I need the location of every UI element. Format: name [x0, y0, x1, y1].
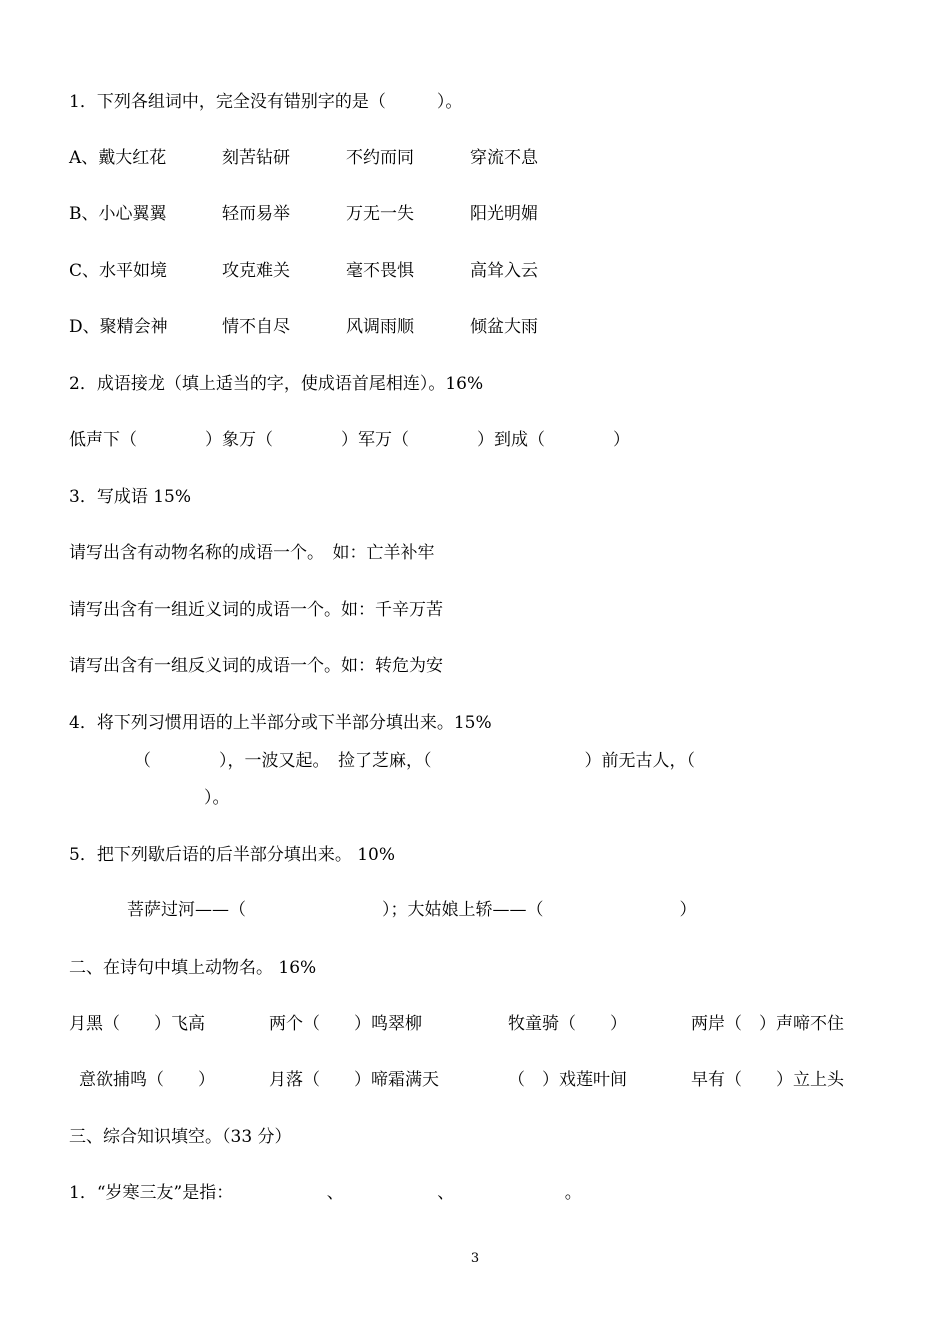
option-word: 刻苦钻研 — [222, 148, 290, 168]
q3-item-antonym: 请写出含有一组反义词的成语一个。如：转危为安 — [69, 656, 443, 676]
q4-title: 4．将下列习惯用语的上半部分或下半部分填出来。15% — [69, 713, 492, 733]
poem-row-1 — [69, 1014, 889, 1034]
section-2-title: 二、在诗句中填上动物名。 16% — [69, 958, 317, 978]
section-3-title: 三、综合知识填空。（33 分） — [69, 1127, 292, 1147]
poem-blank: 意欲捕鸣（ ） — [79, 1070, 215, 1090]
q4-line-1: （ ），一波又起。 捡了芝麻，（ ）前无古人，（ — [134, 751, 695, 771]
poem-blank: （ ）戏莲叶间 — [508, 1070, 627, 1090]
q1-option-d — [69, 317, 889, 337]
poem-blank: 两个（ ）鸣翠柳 — [269, 1014, 422, 1034]
option-label: A、戴大红花 — [69, 148, 167, 168]
q1-title: 1．下列各组词中，完全没有错别字的是（ ）。 — [69, 92, 463, 112]
poem-blank: 两岸（ ）声啼不住 — [691, 1014, 844, 1034]
option-label: C、水平如境 — [69, 261, 168, 281]
option-word: 轻而易举 — [222, 204, 290, 224]
q1-option-c — [69, 261, 889, 281]
q1-option-b — [69, 204, 889, 224]
poem-row-2 — [79, 1070, 889, 1090]
q5-line: 菩萨过河——（ ）；大姑娘上轿——（ ） — [127, 900, 697, 920]
poem-blank: 月黑（ ）飞高 — [69, 1014, 205, 1034]
q3-item-animal: 请写出含有动物名称的成语一个。 如：亡羊补牢 — [69, 543, 435, 563]
option-word: 高耸入云 — [470, 261, 538, 281]
q2-idiom-chain: 低声下（ ）象万（ ）军万（ ）到成（ ） — [69, 430, 630, 450]
option-word: 情不自尽 — [222, 317, 290, 337]
option-word: 攻克难关 — [222, 261, 290, 281]
option-label: B、小心翼翼 — [69, 204, 167, 224]
poem-blank: 月落（ ）啼霜满天 — [269, 1070, 439, 1090]
option-word: 毫不畏惧 — [346, 261, 414, 281]
q3-item-synonym: 请写出含有一组近义词的成语一个。如：千辛万苦 — [69, 600, 443, 620]
option-word: 不约而同 — [346, 148, 414, 168]
q2-title: 2．成语接龙（填上适当的字，使成语首尾相连）。16% — [69, 374, 484, 394]
option-word: 万无一失 — [346, 204, 414, 224]
q5-title: 5．把下列歇后语的后半部分填出来。 10% — [69, 845, 396, 865]
poem-blank: 牧童骑（ ） — [508, 1014, 627, 1034]
q4-line-2: ）。 — [204, 788, 230, 808]
option-word: 倾盆大雨 — [470, 317, 538, 337]
option-label: D、聚精会神 — [69, 317, 168, 337]
option-word: 阳光明媚 — [470, 204, 538, 224]
q3-title: 3．写成语 15% — [69, 487, 192, 507]
option-word: 风调雨顺 — [346, 317, 414, 337]
page-number: 3 — [470, 1251, 480, 1266]
section-3-q1: 1．“岁寒三友”是指： 、 、 。 — [69, 1183, 582, 1203]
option-word: 穿流不息 — [470, 148, 538, 168]
poem-blank: 早有（ ）立上头 — [691, 1070, 844, 1090]
q1-option-a — [69, 148, 889, 168]
